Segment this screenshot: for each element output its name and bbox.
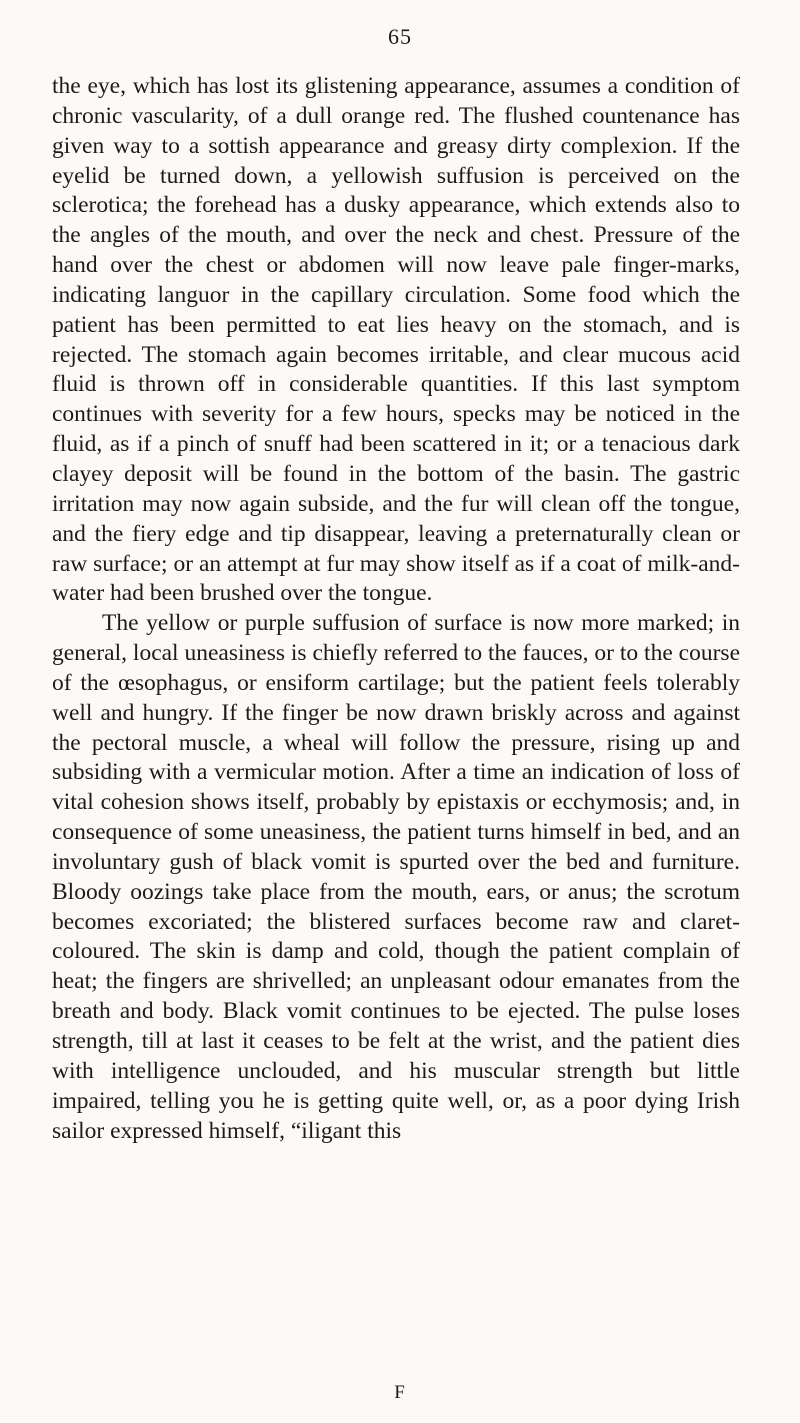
body-text xyxy=(52,72,740,1146)
paragraph-continued: the eye, which has lost its glistening appearance, assumes a condition of chronic vascularity, of a dull orange red. The flushed countenance has given way to a sottish appearance and greasy dirty complexion. If the eyelid be turned down, a yellowish suffusion is perceived on the sclerotica; the forehead has a dusky appearance, which extends also to the angles of the mouth, and over the neck and chest. Pressure of the hand over the chest or abdomen will now leave pale finger-marks, indicating languor in the capillary circulation. Some food which the patient has been permitted to eat lies heavy on the stomach, and is rejected. The stomach again becomes irritable, and clear mucous acid fluid is thrown off in considerable quantities. If this last symptom continues with severity for a few hours, specks may be noticed in the fluid, as if a pinch of snuff had been scattered in it; or a tenacious dark clayey deposit will be found in the bottom of the basin. The gastric irritation may now again subside, and the fur will clean off the tongue, and the fiery edge and tip disappear, leaving a preternaturally clean or raw surface; or an attempt at fur may show itself as if a coat of milk-and-water had been brushed over the tongue. xyxy=(52,73,740,607)
paragraph-yellow-suffusion: The yellow or purple suffusion of surface is now more marked; in general, local uneasiness is chiefly referred to the fauces, or to the course of the œsophagus, or ensiform cartilage; but the patient feels tolerably well and hungry. If the finger be now drawn briskly across and against the pectoral muscle, a wheal will follow the pressure, rising up and subsiding with a vermicular motion. After a time an indication of loss of vital cohesion shows itself, probably by epistaxis or ecchymosis; and, in consequence of some uneasiness, the patient turns himself in bed, and an involuntary gush of black vomit is spurted over the bed and furniture. Bloody oozings take place from the mouth, ears, or anus; the scrotum becomes excoriated; the blistered surfaces become raw and claret-coloured. The skin is damp and cold, though the patient complain of heat; the fingers are shrivelled; an unpleasant odour emanates from the breath and body. Black vomit continues to be ejected. The pulse loses strength, till at last it ceases to be felt at the wrist, and the patient dies with intelligence unclouded, and his muscular strength but little impaired, telling you he is getting quite well, or, as a poor dying Irish sailor expressed himself, “iligant this xyxy=(52,610,740,1144)
page-number: 65 xyxy=(388,24,412,49)
signature-mark: F xyxy=(394,1382,406,1403)
